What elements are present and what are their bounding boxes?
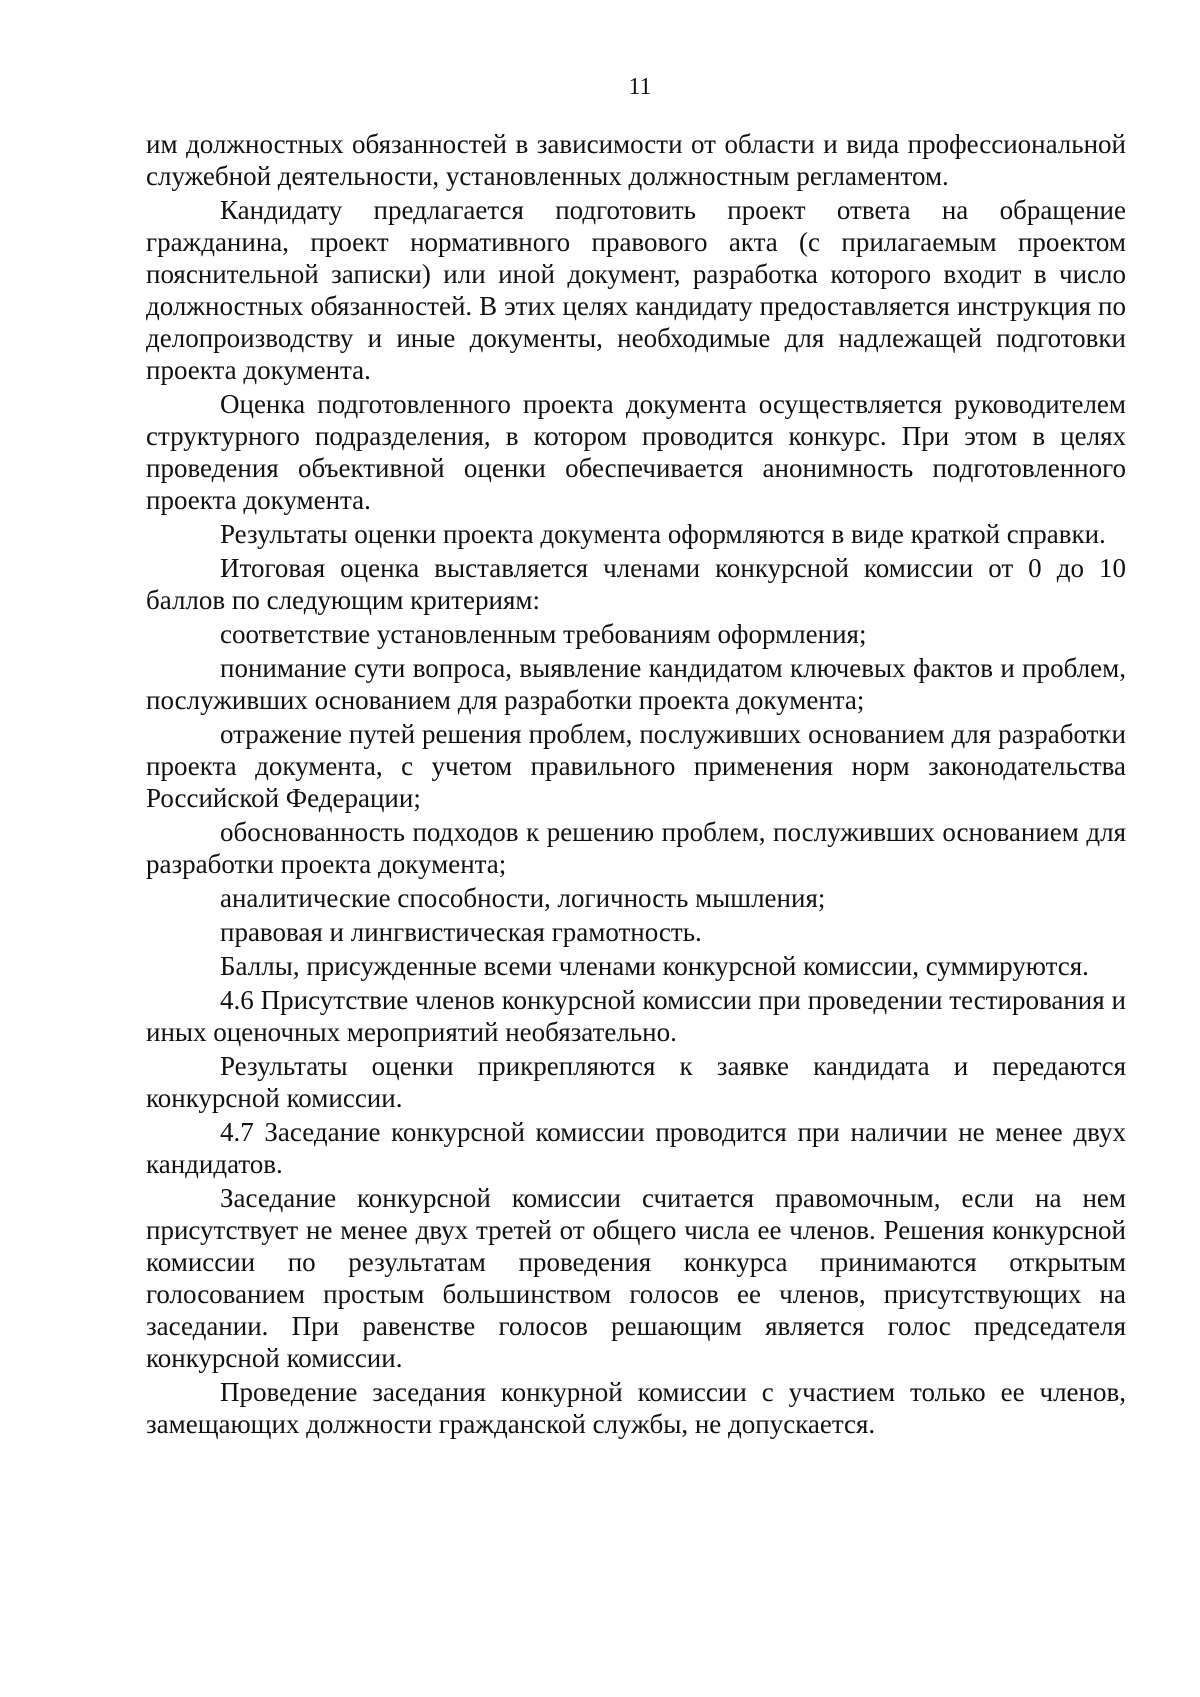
clause-4-6: 4.6 Присутствие членов конкурсной комиссии при проведении тестирования и иных оценочных мероприятий необязательно.	[146, 985, 1126, 1047]
criteria-item: аналитические способности, логичность мышления;	[220, 883, 826, 913]
criteria-item: правовая и лингвистическая грамотность.	[220, 917, 702, 947]
paragraph: Результаты оценки прикрепляются к заявке кандидата и передаются конкурсной комиссии.	[146, 1051, 1126, 1113]
document-body	[146, 128, 1126, 1442]
criteria-item: обоснованность подходов к решению проблем, послуживших основанием для разработки проекта документа;	[146, 817, 1126, 879]
paragraph: Баллы, присужденные всеми членами конкурсной комиссии, суммируются.	[220, 951, 1089, 981]
paragraph: Проведение заседания конкурной комиссии с участием только ее членов, замещающих должности гражданской службы, не допускается.	[146, 1377, 1126, 1439]
paragraph: Результаты оценки проекта документа оформляются в виде краткой справки.	[220, 519, 1106, 549]
paragraph: Оценка подготовленного проекта документа осуществляется руководителем структурного подразделения, в котором проводится конкурс. При этом в целях проведения объективной оценки обеспечивается анонимность подготовленного проекта документа.	[146, 389, 1126, 515]
criteria-item: понимание сути вопроса, выявление кандидатом ключевых фактов и проблем, послуживших основанием для разработки проекта документа;	[146, 653, 1126, 715]
paragraph: Итоговая оценка выставляется членами конкурсной комиссии от 0 до 10 баллов по следующим критериям:	[146, 553, 1126, 615]
page-number: 11	[628, 74, 652, 100]
paragraph: Кандидату предлагается подготовить проект ответа на обращение гражданина, проект нормативного правового акта (с прилагаемым проектом пояснительной записки) или иной документ, разработка которого входит в число должностных обязанностей. В этих целях кандидату предоставляется инструкция по делопроизводству и иные документы, необходимые для надлежащей подготовки проекта документа.	[146, 195, 1126, 385]
criteria-item: отражение путей решения проблем, послуживших основанием для разработки проекта документа, с учетом правильного применения норм законодательства Российской Федерации;	[146, 719, 1126, 813]
criteria-item: соответствие установленным требованиям оформления;	[220, 619, 867, 649]
clause-4-7: 4.7 Заседание конкурсной комиссии проводится при наличии не менее двух кандидатов.	[146, 1117, 1126, 1179]
paragraph: Заседание конкурсной комиссии считается правомочным, если на нем присутствует не менее двух третей от общего числа ее членов. Решения конкурсной комиссии по результатам проведения конкурса принимаются открытым голосованием простым большинством голосов ее членов, присутствующих на заседании. При равенстве голосов решающим является голос председателя конкурсной комиссии.	[146, 1183, 1126, 1373]
paragraph: им должностных обязанностей в зависимости от области и вида профессиональной служебной деятельности, установленных должностным регламентом.	[146, 129, 1126, 191]
